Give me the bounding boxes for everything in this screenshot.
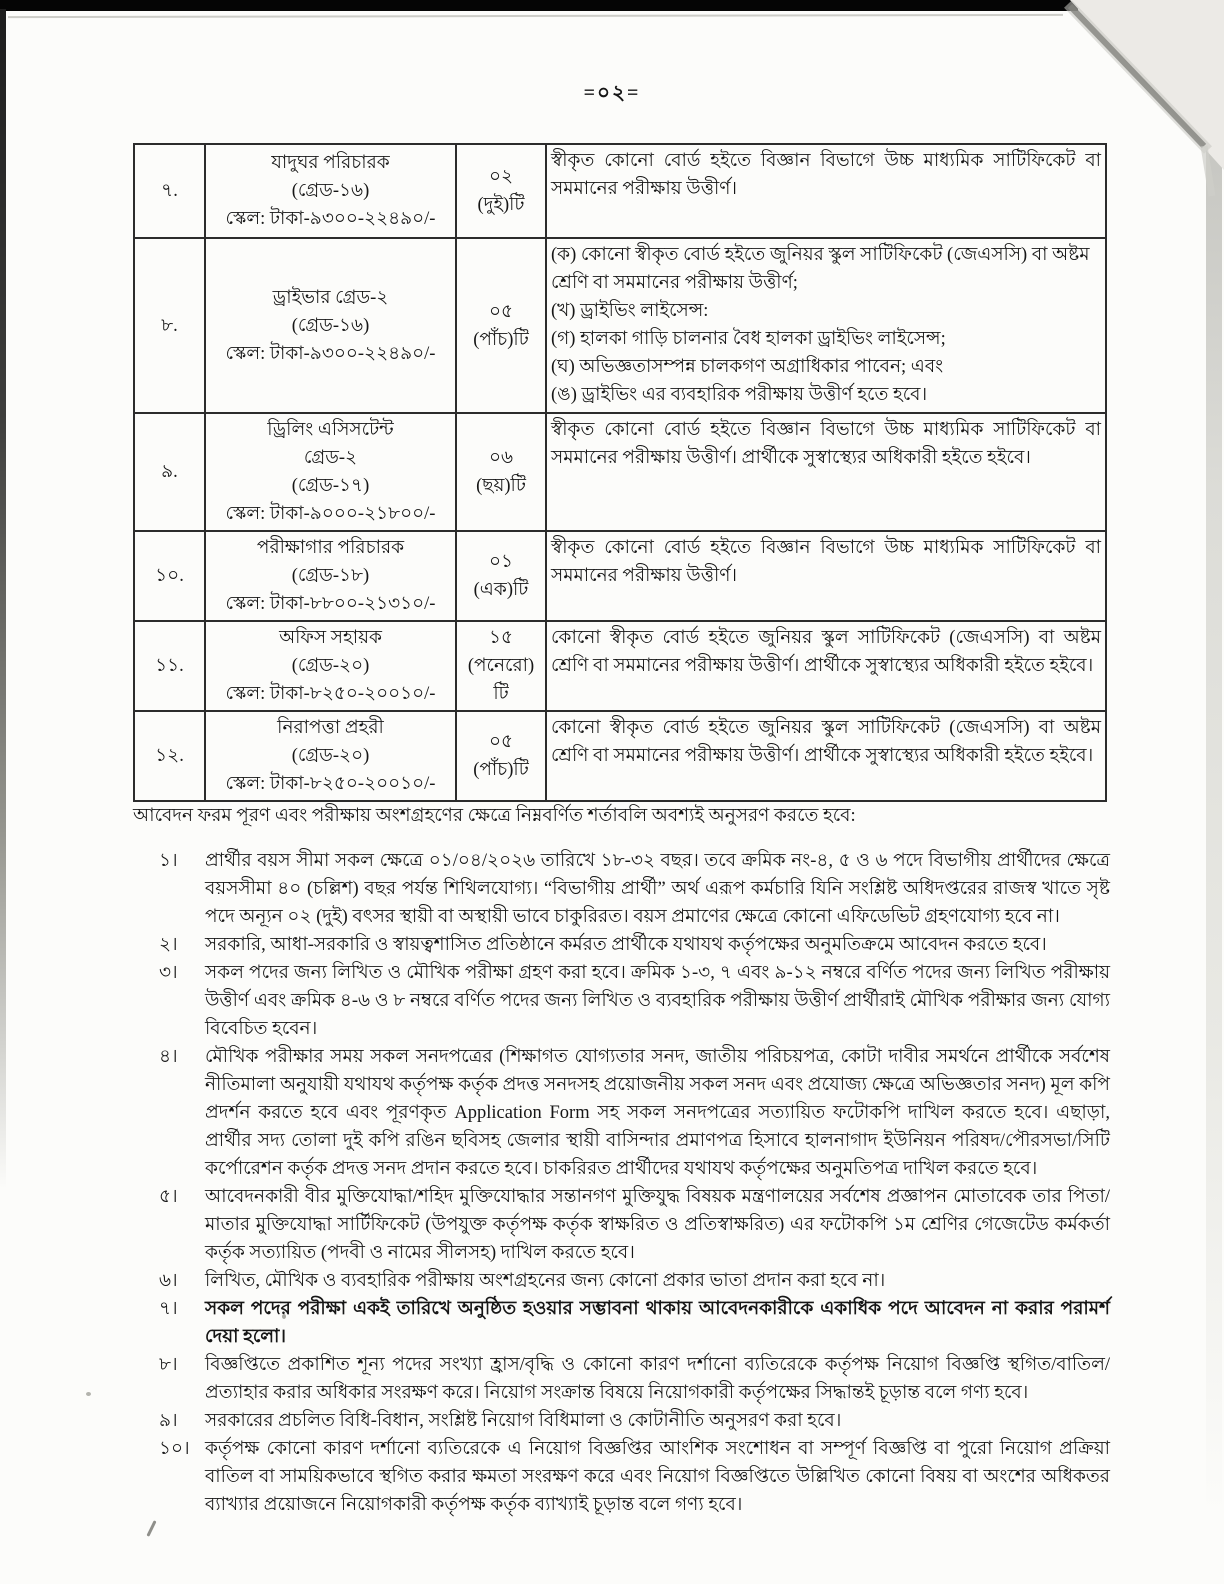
qualification-text: কোনো স্বীকৃত বোর্ড হইতে জুনিয়র স্কুল সাটিফিকেট (জেএসসি) বা অষ্টম শ্রেণি বা সমমানের পরীক্ষায় উত্তীর্ণ। প্রার্থীকে সুস্বাস্থ্যের অধিকারী হইতে হইবে।: [551, 718, 1101, 766]
post-name-2: গ্রেড-২: [303, 448, 358, 468]
positions-table: [133, 143, 1107, 802]
condition-item: [133, 1183, 1110, 1267]
count-number: ০৫: [488, 732, 514, 752]
post-cell: [205, 413, 456, 531]
condition-number: ৫।: [159, 1187, 178, 1207]
table-row: [134, 238, 1106, 413]
qualification-text: স্বীকৃত কোনো বোর্ড হইতে বিজ্ঞান বিভাগে উচ্চ মাধ্যমিক সাটিফিকেট বা সমমানের পরীক্ষায় উত্তীর্ণ।: [551, 151, 1101, 199]
count-number: ০১: [488, 552, 514, 572]
condition-number: ৪।: [159, 1047, 178, 1067]
paper-right-edge-shadow: [1206, 148, 1222, 1518]
condition-text: সকল পদের জন্য লিখিত ও মৌখিক পরীক্ষা গ্রহণ করা হবে। ক্রমিক ১-৩, ৭ এবং ৯-১২ নম্বরে বর্ণিত পদের জন্য লিখিত পরীক্ষায় উত্তীর্ণ এবং ক্রমিক ৪-৬ ও ৮ নম্বরে বর্ণিত পদের জন্য লিখিত ও ব্যবহারিক পরীক্ষায় উত্তীর্ণ প্রার্থীরাই মৌখিক পরীক্ষার জন্য যোগ্য বিবেচিত হবেন।: [205, 963, 1110, 1039]
condition-number: ৬।: [159, 1271, 178, 1291]
condition-number: ৭।: [159, 1299, 178, 1319]
post-scale: স্কেল: টাকা-৯৩০০-২২৪৯০/-: [225, 209, 436, 229]
page-number: =০২=: [583, 82, 641, 104]
qualification-line: (ঘ) অভিজ্ঞতাসম্পন্ন চালকগণ অগ্রাধিকার পাবেন; এবং: [551, 357, 944, 377]
condition-number: ৩।: [159, 963, 178, 983]
scan-edge-left-strip: [0, 9, 6, 1189]
qualification-line: (ক) কোনো স্বীকৃত বোর্ড হইতে জুনিয়র স্কুল সাটিফিকেট (জেএসসি) বা অষ্টম শ্রেণি বা সমমানের পরীক্ষায় উত্তীর্ণ;: [551, 245, 1090, 293]
count-words: (এক)টি: [473, 580, 529, 600]
condition-item: [133, 931, 1110, 959]
post-scale: স্কেল: টাকা-৯৩০০-২২৪৯০/-: [225, 343, 436, 364]
condition-item: [133, 1351, 1110, 1407]
serial-number: ১২.: [155, 746, 184, 766]
count-words: (পাঁচ)টি: [473, 760, 529, 780]
post-grade: (গ্রেড-২০): [291, 656, 370, 676]
conditions-heading: আবেদন ফরম পূরণ এবং পরীক্ষায় অংশগ্রহণের ক্ষেত্রে নিম্নবর্ণিত শর্তাবলি অবশ্যই অনুসরণ করতে হবে:: [133, 806, 856, 826]
post-name: অফিস সহায়ক: [279, 628, 382, 648]
post-scale: স্কেল: টাকা-৯০০০-২১৮০০/-: [225, 504, 436, 524]
post-name: যাদুঘর পরিচারক: [271, 153, 390, 173]
qualification-line: (ঙ) ড্রাইভিং এর ব্যবহারিক পরীক্ষায় উত্তীর্ণ হতে হবে।: [551, 385, 928, 405]
table-row: [134, 621, 1106, 711]
post-cell: [205, 144, 456, 238]
post-cell: [205, 238, 456, 413]
qualification-cell: [546, 621, 1106, 711]
post-scale: স্কেল: টাকা-৮৮০০-২১৩১০/-: [225, 594, 436, 614]
qualification-cell: [546, 144, 1106, 238]
qualification-text: কোনো স্বীকৃত বোর্ড হইতে জুনিয়র স্কুল সাটিফিকেট (জেএসসি) বা অষ্টম শ্রেণি বা সমমানের পরীক্ষায় উত্তীর্ণ। প্রার্থীকে সুস্বাস্থ্যের অধিকারী হইতে হইবে।: [551, 628, 1101, 676]
qualification-cell: [546, 413, 1106, 531]
condition-number: ১।: [159, 851, 178, 871]
count-cell: [456, 531, 546, 621]
condition-text: সকল পদের পরীক্ষা একই তারিখে অনুষ্ঠিত হওয়ার সম্ভাবনা থাকায় আবেদনকারীকে একাধিক পদে আবেদন না করার পরামর্শ দেয়া হলো।: [205, 1299, 1110, 1347]
count-number: ০৬: [488, 448, 514, 468]
condition-text: সরকারি, আধা-সরকারি ও স্বায়ত্বশাসিত প্রতিষ্ঠানে কর্মরত প্রার্থীকে যথাযথ কর্তৃপক্ষের অনুমতিক্রমে আবেদন করতে হবে।: [205, 935, 1047, 955]
post-grade: (গ্রেড-২০): [291, 746, 370, 766]
serial-number: ৮.: [161, 315, 178, 336]
scan-speck: [86, 1392, 91, 1396]
serial-number: ৭.: [161, 181, 178, 201]
scan-edge-top-bar: [0, 0, 1078, 11]
count-words: (পাঁচ)টি: [473, 329, 529, 350]
count-cell: [456, 413, 546, 531]
condition-text: লিখিত, মৌখিক ও ব্যবহারিক পরীক্ষায় অংশগ্রহনের জন্য কোনো প্রকার ভাতা প্রদান করা হবে না।: [205, 1271, 886, 1291]
serial-cell: [134, 238, 205, 413]
qualification-cell: [546, 238, 1106, 413]
condition-item: [133, 847, 1110, 931]
condition-text: বিজ্ঞপ্তিতে প্রকাশিত শূন্য পদের সংখ্যা হ্রাস/বৃদ্ধি ও কোনো কারণ দর্শানো ব্যতিরেকে কর্তৃপক্ষ নিয়োগ বিজ্ঞপ্তি স্থগিত/বাতিল/প্রত্যাহার করার অধিকার সংরক্ষণ করে। নিয়োগ সংক্রান্ত বিষয়ে নিয়োগকারী কর্তৃপক্ষের সিদ্ধান্তই চূড়ান্ত বলে গণ্য হবে।: [205, 1355, 1110, 1403]
condition-number: ১০।: [159, 1439, 190, 1459]
qualification-line: (খ) ড্রাইভিং লাইসেন্স:: [551, 301, 709, 321]
count-cell: [456, 621, 546, 711]
count-number: ০৫: [488, 301, 514, 322]
serial-cell: [134, 144, 205, 238]
condition-number: ৮।: [159, 1355, 178, 1375]
count-number: ১৫: [488, 628, 513, 648]
condition-item: [133, 1267, 1110, 1295]
table-row: [134, 144, 1106, 238]
post-name: ড্রিলিং এসিসটেন্ট: [267, 420, 394, 440]
count-number: ০২: [488, 167, 514, 187]
condition-item: [133, 1295, 1110, 1351]
serial-cell: [134, 531, 205, 621]
table-row: [134, 531, 1106, 621]
count-cell: [456, 144, 546, 238]
post-name: পরীক্ষাগার পরিচারক: [256, 538, 405, 558]
qualification-cell: [546, 531, 1106, 621]
paper-top-edge-line: [8, 14, 1063, 18]
post-cell: [205, 711, 456, 801]
qualification-line: (গ) হালকা গাড়ি চালনার বৈধ হালকা ড্রাইভিং লাইসেন্স;: [551, 329, 946, 349]
post-name: ড্রাইভার গ্রেড-২: [272, 287, 389, 308]
post-scale: স্কেল: টাকা-৮২৫০-২০০১০/-: [225, 684, 436, 704]
table-row: [134, 711, 1106, 801]
count-suffix: টি: [493, 684, 509, 704]
serial-number: ১১.: [155, 656, 184, 676]
condition-item: [133, 1435, 1110, 1519]
post-grade: (গ্রেড-১৬): [291, 181, 370, 201]
post-cell: [205, 621, 456, 711]
post-name: নিরাপত্তা প্রহরী: [277, 718, 384, 738]
post-scale: স্কেল: টাকা-৮২৫০-২০০১০/-: [225, 774, 436, 794]
condition-text: মৌখিক পরীক্ষার সময় সকল সনদপত্রের (শিক্ষাগত যোগ্যতার সনদ, জাতীয় পরিচয়পত্র, কোটা দাবীর সমর্থনে প্রার্থীকে সর্বশেষ নীতিমালা অনুযায়ী যথাযথ কর্তৃপক্ষ কর্তৃক প্রদত্ত সনদসহ প্রয়োজনীয় সকল সনদ এবং প্রযোজ্য ক্ষেত্রে অভিজ্ঞতার সনদ) মূল কপি প্রদর্শন করতে হবে এবং পূরণকৃত Application Form সহ সকল সনদপত্রের সত্যায়িত ফটোকপি দাখিল করতে হবে। এছাড়া, প্রার্থীর সদ্য তোলা দুই কপি রঙিন ছবিসহ জেলার স্থায়ী বাসিন্দার প্রমাণপত্র হিসাবে হালনাগাদ ইউনিয়ন পরিষদ/পৌরসভা/সিটি কর্পোরেশন কর্তৃক প্রদত্ত সনদ প্রদান করতে হবে। চাকরিরত প্রার্থীদের যথাযথ কর্তৃপক্ষের অনুমতিপত্র দাখিল করতে হবে।: [205, 1047, 1110, 1179]
count-words: (ছয়)টি: [476, 476, 526, 496]
condition-item: [133, 959, 1110, 1043]
serial-cell: [134, 413, 205, 531]
count-cell: [456, 711, 546, 801]
table-row: [134, 413, 1106, 531]
qualification-text: স্বীকৃত কোনো বোর্ড হইতে বিজ্ঞান বিভাগে উচ্চ মাধ্যমিক সাটিফিকেট বা সমমানের পরীক্ষায় উত্তীর্ণ।: [551, 538, 1101, 586]
condition-text: প্রার্থীর বয়স সীমা সকল ক্ষেত্রে ০১/০৪/২০২৬ তারিখে ১৮-৩২ বছর। তবে ক্রমিক নং-৪, ৫ ও ৬ পদে বিভাগীয় প্রার্থীদের ক্ষেত্রে বয়সসীমা ৪০ (চল্লিশ) বছর পর্যন্ত শিথিলযোগ্য। “বিভাগীয় প্রার্থী” অর্থ এরূপ কর্মচারি যিনি সংশ্লিষ্ট অধিদপ্তরের রাজস্ব খাতে সৃষ্ট পদে অন্যূন ০২ (দুই) বৎসর স্থায়ী বা অস্থায়ী ভাবে চাকুরিরত। বয়স প্রমাণের ক্ষেত্রে কোনো এফিডেভিট গ্রহণযোগ্য হবে না।: [205, 851, 1110, 927]
conditions-list: [133, 847, 1110, 1519]
count-cell: [456, 238, 546, 413]
serial-number: ১০.: [155, 566, 184, 586]
post-grade: (গ্রেড-১৭): [291, 476, 370, 496]
serial-number: ৯.: [161, 462, 178, 482]
condition-item: [133, 1407, 1110, 1435]
condition-text: আবেদনকারী বীর মুক্তিযোদ্ধা/শহিদ মুক্তিযোদ্ধার সন্তানগণ মুক্তিযুদ্ধ বিষয়ক মন্ত্রণালয়ের সর্বশেষ প্রজ্ঞাপন মোতাবেক তার পিতা/মাতার মুক্তিযোদ্ধা সার্টিফিকেট (উপযুক্ত কর্তৃপক্ষ কর্তৃক স্বাক্ষরিত ও প্রতিস্বাক্ষরিত) এর ফটোকপি ১ম শ্রেণির গেজেটেড কর্মকর্তা কর্তৃক সত্যায়িত (পদবী ও নামের সীলসহ) দাখিল করতে হবে।: [205, 1187, 1110, 1263]
condition-item: [133, 1043, 1110, 1183]
condition-number: ৯।: [159, 1411, 178, 1431]
qualification-cell: [546, 711, 1106, 801]
count-words: (পনেরো): [467, 656, 535, 676]
post-cell: [205, 531, 456, 621]
serial-cell: [134, 621, 205, 711]
count-words: (দুই)টি: [477, 195, 525, 215]
condition-number: ২।: [159, 935, 178, 955]
serial-cell: [134, 711, 205, 801]
post-grade: (গ্রেড-১৮): [291, 566, 370, 586]
post-grade: (গ্রেড-১৬): [291, 315, 370, 336]
qualification-text: স্বীকৃত কোনো বোর্ড হইতে বিজ্ঞান বিভাগে উচ্চ মাধ্যমিক সাটিফিকেট বা সমমানের পরীক্ষায় উত্তীর্ণ। প্রার্থীকে সুস্বাস্থ্যের অধিকারী হইতে হইবে।: [551, 420, 1101, 468]
stray-pen-mark: [146, 1520, 156, 1537]
condition-text: সরকারের প্রচলিত বিধি-বিধান, সংশ্লিষ্ট নিয়োগ বিধিমালা ও কোটানীতি অনুসরণ করা হবে।: [205, 1411, 842, 1431]
condition-text: কর্তৃপক্ষ কোনো কারণ দর্শানো ব্যতিরেকে এ নিয়োগ বিজ্ঞপ্তির আংশিক সংশোধন বা সম্পূর্ণ বিজ্ঞপ্তি বা পুরো নিয়োগ প্রক্রিয়া বাতিল বা সাময়িকভাবে স্থগিত করার ক্ষমতা সংরক্ষণ করে এবং নিয়োগ বিজ্ঞপ্তিতে উল্লিখিত কোনো বিষয় বা অংশের অধিকতর ব্যাখ্যার প্রয়োজনে নিয়োগকারী কর্তৃপক্ষ কর্তৃক ব্যাখ্যাই চূড়ান্ত বলে গণ্য হবে।: [205, 1439, 1110, 1515]
